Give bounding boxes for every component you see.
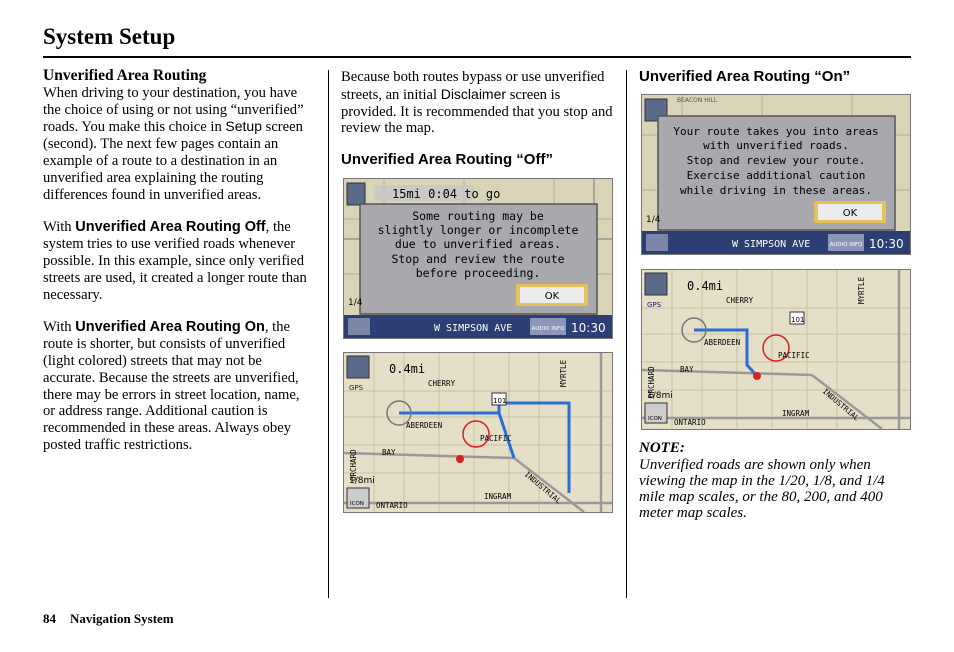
street-label: PACIFIC (480, 434, 512, 443)
text-run: With (43, 219, 76, 236)
street-label: BAY (382, 448, 396, 457)
street-label: BAY (680, 365, 694, 374)
screenshot-off-map (343, 352, 613, 513)
clock: 10:30 (571, 321, 606, 335)
street-label: CHERRY (428, 379, 456, 388)
audio-info-button[interactable]: AUDIO INFO (829, 242, 863, 248)
caption-routing-off: Unverified Area Routing “Off” (341, 151, 553, 169)
dialog-line: Some routing may be (412, 209, 544, 223)
note-body: Unverified roads are shown only when viewing the map in the 1/20, 1/8, and 1/4 mile map scales, or the 80, 200, and 400 meter map scales. (639, 456, 885, 521)
column-divider (626, 70, 627, 598)
dialog-line: Exercise additional caution (686, 169, 866, 182)
street-label: INGRAM (782, 409, 810, 418)
title-rule (43, 56, 911, 58)
text-run: When driving to your destination, you have the choice of using or not using “unverified” roads. You make this choice in (43, 84, 304, 136)
street-label: MYRTLE (857, 276, 866, 304)
note-heading: NOTE: (639, 440, 685, 456)
setup-term: Setup (225, 118, 262, 135)
text-run: , the system tries to use verified roads whenever possible. In this example, since only verified streets are used, it created a longer route than necessary. (43, 219, 307, 303)
column-3 (639, 69, 911, 86)
highway-shield: 101 (493, 397, 507, 405)
screenshot-off-disclaimer (343, 178, 613, 339)
icon-button[interactable]: ICON (350, 501, 364, 507)
caption-routing-on: Unverified Area Routing “On” (639, 68, 851, 85)
screenshot-on-map (641, 269, 911, 430)
text-run: screen is provided. It is recommended that you stop and review the map. (341, 86, 613, 137)
gps-label: GPS (349, 384, 364, 392)
footer-label: Navigation System (70, 611, 174, 626)
street-label: MYRTLE (559, 359, 568, 387)
page-number: 84 (43, 611, 56, 626)
column-2 (341, 69, 613, 169)
text-run: , the route is shorter, but consists of unverified (light colored) streets that may not be accurate. Because the streets are unverified, there may be errors in street location, name, or address range. Additional caution is recommended in these areas. Always obey posted traffic restrictions. (43, 319, 300, 453)
intro-paragraph (43, 85, 315, 204)
disclaimer-term: Disclaimer (440, 85, 507, 102)
clock: 10:30 (869, 237, 904, 251)
street-label: CHERRY (726, 296, 754, 305)
dialog-line: Stop and review the route (391, 252, 565, 266)
current-street: W SIMPSON AVE (732, 239, 811, 250)
note-block (639, 440, 911, 521)
street-label: BEACON HILL (677, 97, 718, 104)
street-label: ORCHARD (349, 449, 358, 481)
dialog-line: while driving in these areas. (679, 184, 873, 197)
routing-on-term: Unverified Area Routing On (75, 319, 265, 336)
street-label: ONTARIO (674, 418, 706, 427)
page-footer (43, 611, 174, 627)
column-divider (328, 70, 329, 598)
dialog-line: Your route takes you into areas (673, 125, 879, 138)
street-label: PACIFIC (778, 351, 810, 360)
column-1 (43, 68, 315, 454)
routing-on-paragraph (43, 319, 315, 453)
street-label: ABERDEEN (704, 338, 741, 347)
distance-readout: 0.4mi (687, 279, 724, 293)
street-label: ONTARIO (376, 501, 408, 510)
street-label: INDUSTRIAL (820, 386, 862, 423)
section-heading: Unverified Area Routing (43, 67, 207, 84)
dialog-line: with unverified roads. (703, 139, 849, 152)
page-title: System Setup (43, 24, 176, 49)
dialog-line: due to unverified areas. (394, 237, 562, 251)
disclaimer-paragraph (341, 69, 613, 137)
street-label: ORCHARD (647, 366, 656, 398)
screenshot-on-disclaimer (641, 94, 911, 255)
street-label: INGRAM (484, 492, 512, 501)
audio-info-button[interactable]: AUDIO INFO (531, 326, 565, 332)
map-scale: 1/8mi (647, 391, 673, 401)
gps-label: GPS (647, 301, 662, 309)
ok-button[interactable]: OK (544, 291, 560, 302)
street-label: ABERDEEN (406, 421, 443, 430)
scale-readout: 1/4 (646, 215, 661, 225)
routing-off-term: Unverified Area Routing Off (75, 219, 266, 236)
icon-button[interactable]: ICON (648, 416, 662, 422)
ok-button[interactable]: OK (842, 208, 858, 219)
dialog-line: slightly longer or incomplete (377, 223, 579, 237)
street-label: INDUSTRIAL (522, 469, 564, 506)
highway-shield: 101 (791, 316, 805, 324)
map-scale: 1/8mi (349, 476, 375, 486)
scale-readout: 1/4 (348, 298, 363, 308)
dialog-line: before proceeding. (415, 266, 541, 280)
text-run: Because both routes bypass or use unverified streets, an initial (341, 69, 605, 103)
text-run: With (43, 319, 76, 336)
current-street: W SIMPSON AVE (434, 323, 513, 334)
text-run: screen (second). The next few pages contain an example of a route to a destination in an unverified area explaining the routing differences found in unverified areas. (43, 119, 303, 203)
distance-readout: 0.4mi (389, 362, 426, 376)
routing-off-paragraph (43, 219, 315, 303)
trip-readout: 15mi 0:04 to go (392, 187, 501, 201)
dialog-line: Stop and review your route. (686, 154, 866, 167)
